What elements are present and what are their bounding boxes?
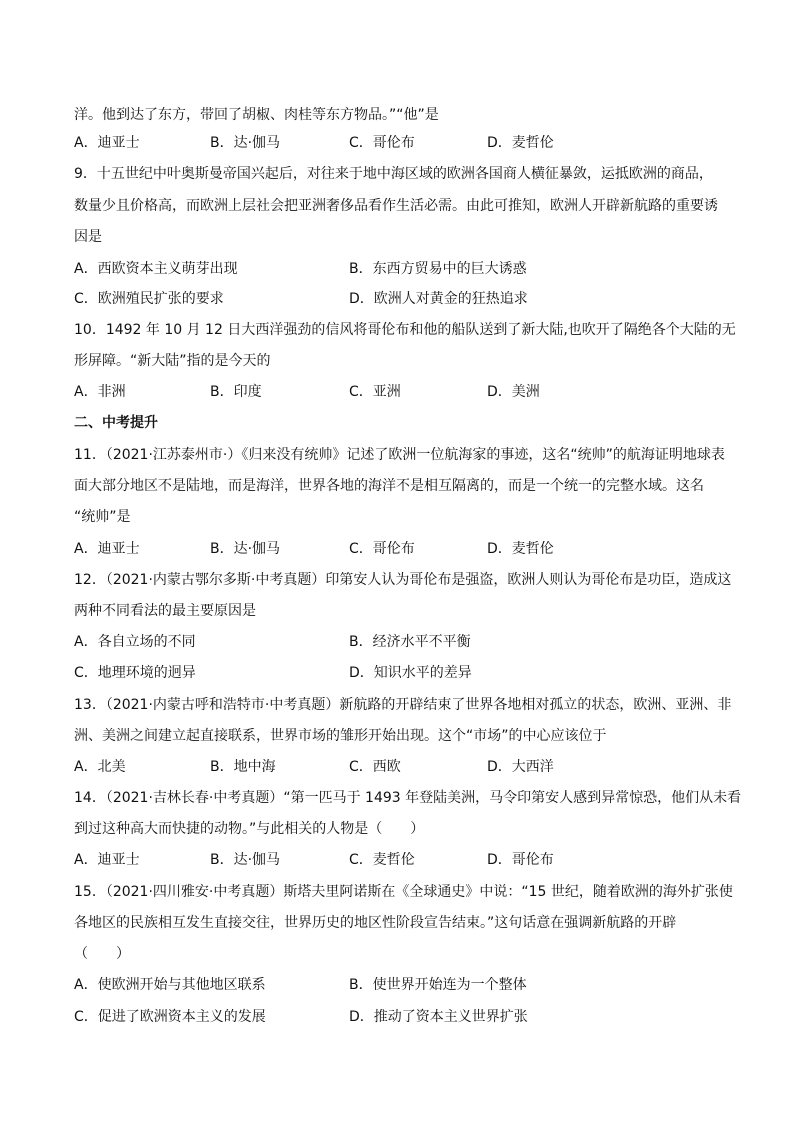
- q9-stem-line-1: 9．十五世纪中叶奥斯曼帝国兴起后，对往来于地中海区域的欧洲各国商人横征暴敛，运抵欧洲的商品，: [74, 166, 713, 182]
- q9-option-c[interactable]: C．欧洲殖民扩张的要求: [74, 291, 224, 307]
- q13-option-c[interactable]: C．西欧: [349, 759, 401, 775]
- q11-option-a[interactable]: A．迪亚士: [74, 541, 140, 557]
- q15-stem-line-3: （ ）: [74, 946, 130, 962]
- q10-option-b[interactable]: B．印度: [210, 384, 262, 400]
- q9-stem-line-3: 因是: [74, 229, 102, 245]
- q8-stem-line: 洋。他到达了东方，带回了胡椒、肉桂等东方物品。”“他”是: [74, 107, 439, 123]
- q15-stem-line-2: 各地区的民族相互发生直接交往，世界历史的地区性阶段宣告结束。”这句话意在强调新航路的开辟: [74, 915, 677, 931]
- section-heading: 二、中考提升: [74, 415, 158, 431]
- q15-option-c[interactable]: C．促进了欧洲资本主义的发展: [74, 1009, 266, 1025]
- q15-stem-line-1: 15．（2021·四川雅安·中考真题）斯塔夫里阿诺斯在《全球通史》中说：“15 世纪，随着欧洲的海外扩张使: [74, 884, 733, 900]
- q11-option-c[interactable]: C．哥伦布: [349, 541, 415, 557]
- q12-stem-line-1: 12．（2021·内蒙古鄂尔多斯·中考真题）印第安人认为哥伦布是强盗，欧洲人则认为哥伦布是功臣，造成这: [74, 572, 732, 588]
- q8-option-a[interactable]: A．迪亚士: [74, 135, 140, 151]
- q8-option-b[interactable]: B．达·伽马: [210, 135, 281, 151]
- q9-option-a[interactable]: A．西欧资本主义萌芽出现: [74, 261, 238, 277]
- q15-option-b[interactable]: B．使世界开始连为一个整体: [349, 977, 527, 993]
- q10-option-d[interactable]: D．美洲: [487, 384, 540, 400]
- q9-option-b[interactable]: B．东西方贸易中的巨大诱惑: [349, 261, 527, 277]
- q12-option-d[interactable]: D．知识水平的差异: [349, 665, 472, 681]
- q14-option-c[interactable]: C．麦哲伦: [349, 852, 415, 868]
- q13-option-b[interactable]: B．地中海: [210, 759, 276, 775]
- q13-stem-line-1: 13．（2021·内蒙古呼和浩特市·中考真题）新航路的开辟结束了世界各地相对孤立的状态，欧洲、亚洲、非: [74, 697, 732, 713]
- q10-stem-line-2: 形屏障。“新大陆”指的是今天的: [74, 353, 271, 369]
- q14-stem-line-1: 14．（2021·吉林长春·中考真题）“第一匹马于 1493 年登陆美洲，马令印第安人感到异常惊恐，他们从未看: [74, 790, 742, 806]
- q9-option-d[interactable]: D．欧洲人对黄金的狂热追求: [349, 291, 528, 307]
- q13-stem-line-2: 洲、美洲之间建立起直接联系，世界市场的雏形开始出现。这个“市场”的中心应该位于: [74, 728, 607, 744]
- q8-option-d[interactable]: D．麦哲伦: [487, 135, 554, 151]
- q12-option-c[interactable]: C．地理环境的迥异: [74, 665, 196, 681]
- q13-option-a[interactable]: A．北美: [74, 759, 126, 775]
- q14-option-a[interactable]: A．迪亚士: [74, 852, 140, 868]
- q12-stem-line-2: 两种不同看法的最主要原因是: [74, 603, 256, 619]
- q11-stem-line-3: “统帅”是: [74, 509, 131, 525]
- q11-stem-line-1: 11．（2021·江苏泰州市·）《归来没有统帅》记述了欧洲一位航海家的事迹，这名“统帅”的航海证明地球表: [74, 447, 725, 463]
- q12-option-a[interactable]: A．各自立场的不同: [74, 634, 196, 650]
- q11-option-d[interactable]: D．麦哲伦: [487, 541, 554, 557]
- q11-stem-line-2: 面大部分地区不是陆地，而是海洋，世界各地的海洋不是相互隔离的，而是一个统一的完整水域。这名: [74, 478, 704, 494]
- q9-stem-line-2: 数量少且价格高，而欧洲上层社会把亚洲奢侈品看作生活必需。由此可推知，欧洲人开辟新航路的重要诱: [74, 198, 718, 214]
- q8-option-c[interactable]: C．哥伦布: [349, 135, 415, 151]
- q14-option-b[interactable]: B．达·伽马: [210, 852, 281, 868]
- q11-option-b[interactable]: B．达·伽马: [210, 541, 281, 557]
- q12-option-b[interactable]: B．经济水平不平衡: [349, 634, 471, 650]
- q14-stem-line-2: 到过这种高大而快捷的动物。”与此相关的人物是（ ）: [74, 821, 425, 837]
- q15-option-a[interactable]: A．使欧洲开始与其他地区联系: [74, 977, 266, 993]
- q13-option-d[interactable]: D．大西洋: [487, 759, 554, 775]
- q14-option-d[interactable]: D．哥伦布: [487, 852, 554, 868]
- q10-option-a[interactable]: A．非洲: [74, 384, 126, 400]
- q10-option-c[interactable]: C．亚洲: [349, 384, 401, 400]
- q10-stem-line-1: 10．1492 年 10 月 12 日大西洋强劲的信风将哥伦布和他的船队送到了新大陆,也吹开了隔绝各个大陆的无: [74, 322, 736, 338]
- q15-option-d[interactable]: D．推动了资本主义世界扩张: [349, 1009, 528, 1025]
